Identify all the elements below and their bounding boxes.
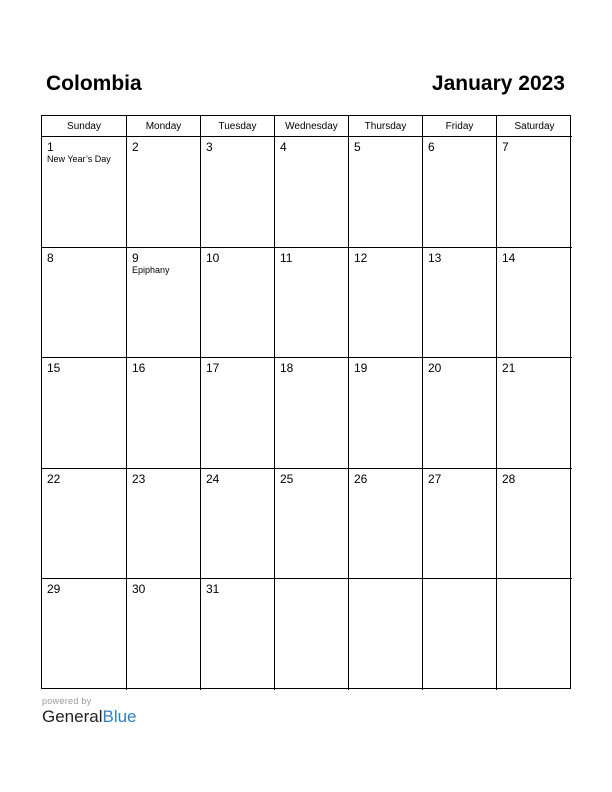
day-cell xyxy=(42,248,127,359)
day-cell xyxy=(275,358,349,469)
day-number: 2 xyxy=(132,140,139,154)
day-number: 21 xyxy=(502,361,516,376)
day-number: 18 xyxy=(280,361,294,376)
day-number: 19 xyxy=(354,361,368,376)
day-number: 24 xyxy=(206,471,220,486)
day-cell xyxy=(127,579,201,690)
day-cell xyxy=(497,358,572,469)
day-cell xyxy=(42,137,127,248)
day-cell xyxy=(127,248,201,359)
month-year-title: January 2023 xyxy=(431,72,565,95)
day-cell xyxy=(423,358,497,469)
day-cell xyxy=(349,248,423,359)
day-number: 17 xyxy=(206,361,220,376)
day-cell xyxy=(349,579,423,690)
weekday-header: Friday xyxy=(423,116,497,137)
weekday-header: Sunday xyxy=(42,116,127,137)
day-cell xyxy=(275,469,349,580)
day-cell xyxy=(201,579,275,690)
day-cell xyxy=(423,469,497,580)
day-number: 3 xyxy=(206,140,213,154)
day-cell xyxy=(497,137,572,248)
day-number: 4 xyxy=(280,140,287,154)
day-cell xyxy=(349,469,423,580)
day-number: 25 xyxy=(280,471,294,486)
day-cell xyxy=(349,358,423,469)
day-number: 6 xyxy=(428,140,435,154)
day-cell xyxy=(423,248,497,359)
day-number: 12 xyxy=(354,250,368,265)
logo-general-text: General xyxy=(42,707,103,726)
powered-by-text: powered by xyxy=(42,696,92,706)
day-cell xyxy=(201,248,275,359)
day-cell xyxy=(349,137,423,248)
country-title: Colombia xyxy=(46,72,142,95)
day-cell xyxy=(497,579,572,690)
day-number: 11 xyxy=(280,250,293,265)
day-number: 27 xyxy=(428,471,442,486)
day-cell xyxy=(127,469,201,580)
day-cell xyxy=(423,137,497,248)
weekday-header: Tuesday xyxy=(201,116,275,137)
day-cell xyxy=(42,469,127,580)
month-grid xyxy=(41,115,571,689)
day-number: 5 xyxy=(354,140,361,154)
day-cell xyxy=(275,248,349,359)
footer xyxy=(42,696,137,727)
day-cell xyxy=(497,469,572,580)
holiday-label: Epiphany xyxy=(132,264,170,275)
day-number: 29 xyxy=(47,582,61,597)
day-number: 9 xyxy=(132,250,139,265)
logo-blue-text: Blue xyxy=(102,707,137,726)
day-number: 13 xyxy=(428,250,442,265)
day-number: 26 xyxy=(354,471,368,486)
day-cell xyxy=(127,137,201,248)
day-number: 10 xyxy=(206,250,220,265)
day-number: 7 xyxy=(502,140,509,154)
day-number: 31 xyxy=(206,582,220,597)
day-number: 15 xyxy=(47,361,61,376)
day-cell xyxy=(275,137,349,248)
day-number: 23 xyxy=(132,471,146,486)
day-cell xyxy=(127,358,201,469)
day-cell xyxy=(42,579,127,690)
holiday-label: New Year’s Day xyxy=(47,154,111,164)
day-number: 20 xyxy=(428,361,442,376)
weekday-header: Thursday xyxy=(349,116,423,137)
day-cell xyxy=(201,137,275,248)
day-number: 14 xyxy=(502,250,516,265)
day-number: 16 xyxy=(132,361,146,376)
day-number: 30 xyxy=(132,582,146,597)
day-cell xyxy=(275,579,349,690)
weekday-header: Wednesday xyxy=(275,116,349,137)
weekday-header: Saturday xyxy=(497,116,572,137)
day-cell xyxy=(201,358,275,469)
day-number: 28 xyxy=(502,471,516,486)
day-cell xyxy=(423,579,497,690)
calendar-header xyxy=(41,70,571,100)
weekday-header: Monday xyxy=(127,116,201,137)
day-cell xyxy=(497,248,572,359)
day-cell xyxy=(42,358,127,469)
day-cell xyxy=(201,469,275,580)
generalblue-logo[interactable] xyxy=(42,707,137,727)
day-number: 22 xyxy=(47,471,61,486)
day-number: 1 xyxy=(47,140,54,154)
day-number: 8 xyxy=(47,250,54,265)
